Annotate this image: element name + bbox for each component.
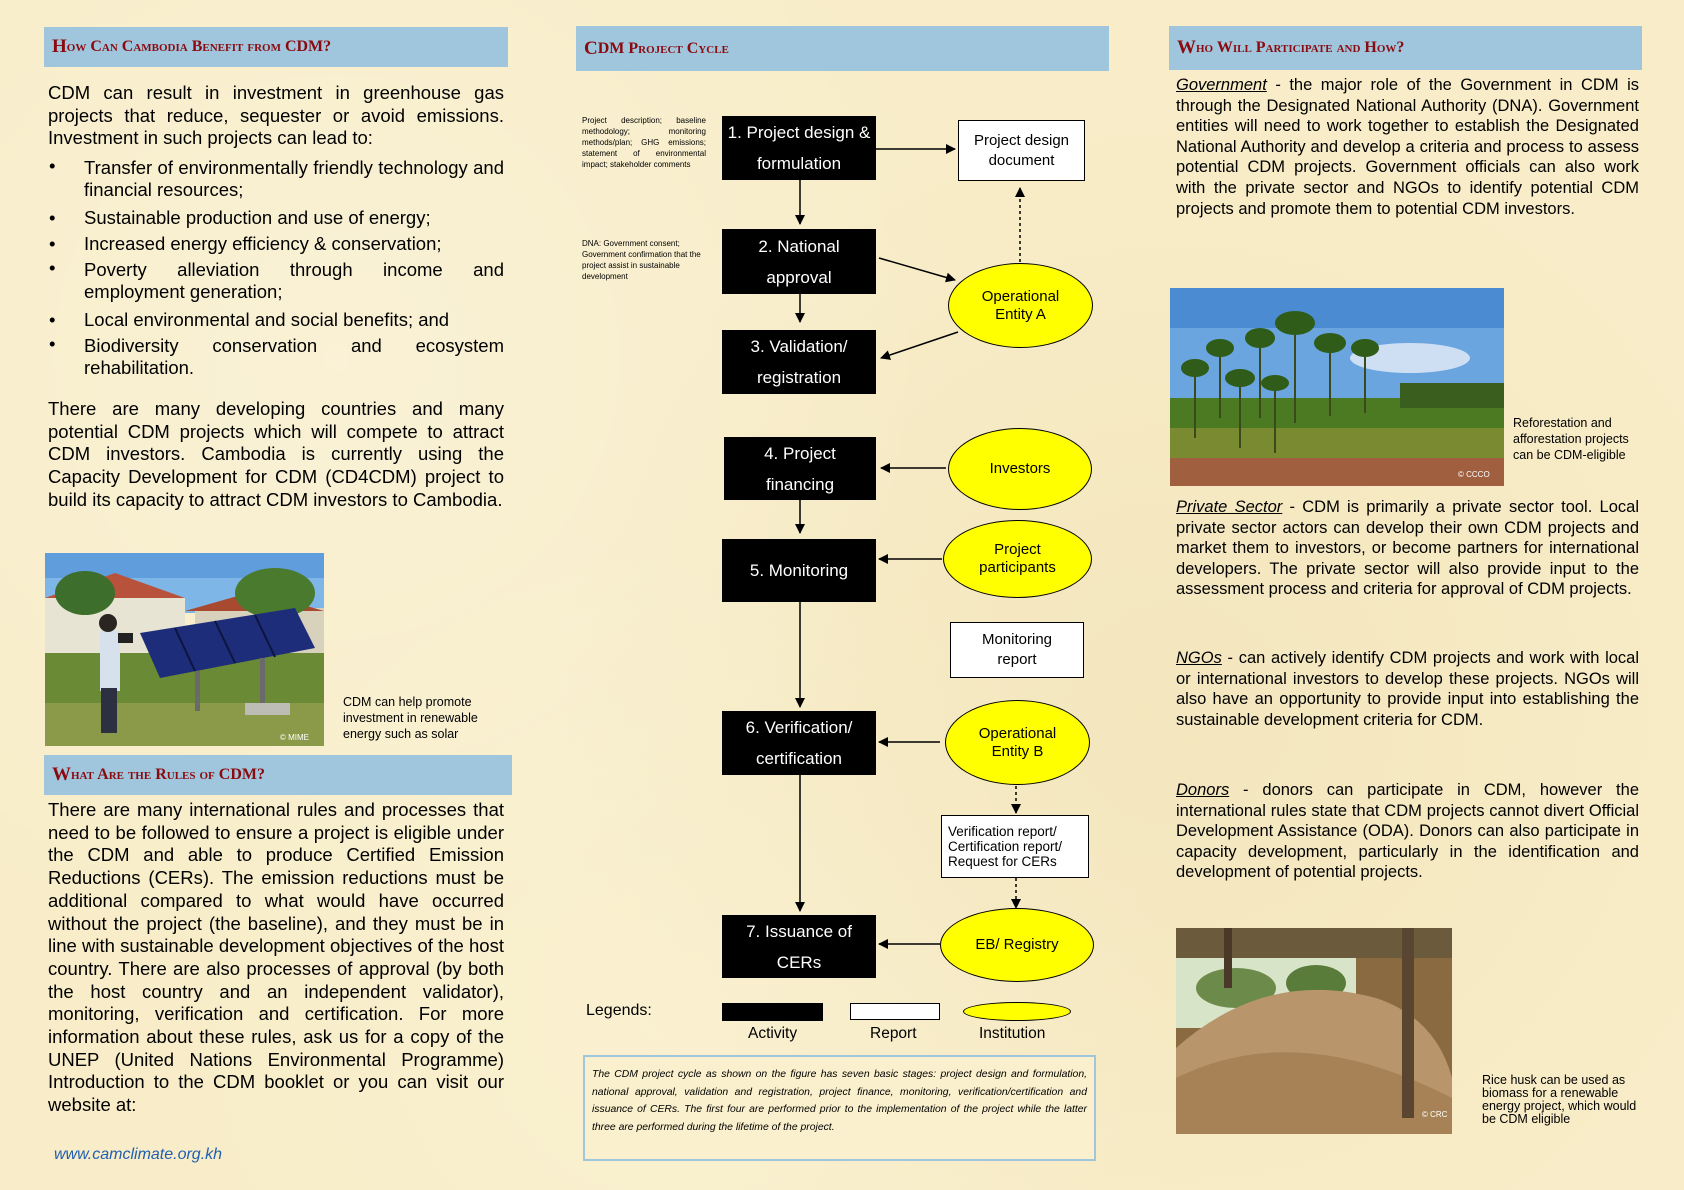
participate-header (1169, 26, 1642, 70)
activity-project-design: 1. Project design & formulation (722, 116, 876, 180)
report-verification: Verification report/ Certification report/ Request for CERs (941, 815, 1089, 878)
cycle-summary: The CDM project cycle as shown on the figure has seven basic stages: project design and formulation, national approval, validation and registration, project finance, monitoring, verification/certification and issuance of CERs. The first four are performed prior to the implementation of the project while the latter three are performed during the lifetime of the project. (583, 1055, 1096, 1161)
forest-caption: Reforestation and afforestation projects can be CDM-eligible (1513, 416, 1629, 462)
benefit-item: • Biodiversity conservation and ecosystem rehabilitation. (47, 333, 504, 383)
activity-verification: 6. Verification/ certification (722, 711, 876, 775)
approval-note: DNA: Government consent; Government confirmation that the project assist in sustainable development (582, 239, 701, 281)
private-sector-label: Private Sector (1176, 498, 1283, 516)
benefit-closing-text: There are many developing countries and many potential CDM projects which will compete to attract CDM investors. Cambodia is currently using the Capacity Development for CDM (CD4CDM) project to build its capacity to attract CDM investors to Cambodia. (48, 398, 504, 510)
legend-title: Legends: (586, 1002, 652, 1019)
design-note: Project description; baseline methodology; monitoring methods/plan; GHG emissions; statement of environmental impact; stakeholder comments (582, 116, 706, 169)
report-project-design-document: Project design document (958, 120, 1085, 181)
participate-header-initial: W (1177, 37, 1196, 58)
activity-monitoring: 5. Monitoring (722, 539, 876, 602)
donors-label: Donors (1176, 781, 1230, 799)
institution-operational-entity-a: Operational Entity A (948, 263, 1093, 348)
benefit-item: • Increased energy efficiency & conservation; (47, 231, 504, 257)
cycle-header-text: DM Project Cycle (597, 39, 729, 57)
rice-husk-photo (1176, 928, 1452, 1134)
solar-copyright: © MIME (280, 733, 310, 742)
benefit-item: • Transfer of environmentally friendly technology and financial resources; (47, 155, 504, 205)
government-paragraph (1176, 75, 1639, 219)
government-label: Government (1176, 76, 1267, 94)
forest-photo (1170, 288, 1504, 486)
rules-header-text: hat Are the Rules of CDM? (71, 766, 265, 783)
legend-institution-label: Institution (979, 1025, 1046, 1042)
participate-header-text: ho Will Participate and How? (1196, 39, 1405, 56)
activity-validation: 3. Validation/ registration (722, 330, 876, 394)
activity-national-approval: 2. National approval (722, 229, 876, 294)
report-monitoring: Monitoring report (950, 622, 1084, 678)
benefit-item: • Local environmental and social benefits; and (47, 307, 504, 333)
ngo-paragraph (1176, 648, 1639, 730)
private-sector-paragraph (1176, 497, 1639, 600)
institution-project-participants: Project participants (943, 520, 1092, 598)
donors-paragraph (1176, 780, 1639, 883)
benefit-header-text: ow Can Cambodia Benefit from CDM? (66, 38, 332, 55)
institution-investors: Investors (948, 428, 1092, 510)
legend-activity-swatch (722, 1003, 823, 1021)
legend-report-label: Report (870, 1025, 917, 1042)
benefit-intro-text: CDM can result in investment in greenhouse gas projects that reduce, sequester or avoid emissions. Investment in such projects can lead to: (48, 82, 504, 149)
institution-operational-entity-b: Operational Entity B (945, 700, 1090, 785)
ngo-label: NGOs (1176, 649, 1222, 667)
rice-husk-caption: Rice husk can be used as biomass for a renewable energy project, which would be CDM eligible (1482, 1073, 1637, 1126)
rules-header-initial: W (52, 764, 71, 785)
benefit-item: • Sustainable production and use of energy; (47, 205, 504, 231)
solar-caption: CDM can help promote investment in renewable energy such as solar (343, 695, 478, 741)
private-sector-text: - CDM is primarily a private sector tool. Local private sector actors can develop their own CDM projects and market them to investors, or become partners for international developers. The private sector will also provide input to the assessment process and criteria for approval of CDM projects. (1176, 498, 1639, 599)
government-text: - the major role of the Government in CDM is through the Designated National Authority (DNA). Government entities will need to work together to establish the Designated National Authority and develop a criteria and process to assess potential CDM projects. Government officials can also work with the private sector and NGOs to identify potential CDM projects and promote them to potential CDM investors. (1176, 76, 1639, 218)
rules-text-body: There are many international rules and processes that need to be followed to ensure a project is eligible under the CDM and able to produce Certified Emission Reductions (CERs). The emission reductions must be additional compared to what would have occurred without the project (the baseline), and they must be in line with sustainable development objectives of the host country. There are also processes of approval (by both the host country and an independent validator), monitoring, verification and certification. For more information about these rules, ask us for a copy of the UNEP (United Nations Environmental Programme) Introduction to the CDM booklet or you can visit our website at: (48, 799, 504, 1116)
cycle-header-initial: C (584, 37, 598, 59)
legend-activity-label: Activity (748, 1025, 798, 1042)
donors-text: - donors can participate in CDM, however the international rules state that CDM projects cannot divert Official Development Assistance (ODA). Donors can also participate in capacity development, particularly in the identification and development of potential projects. (1176, 781, 1639, 882)
legend-report-swatch (850, 1003, 940, 1020)
legend-institution-swatch (963, 1002, 1071, 1021)
activity-project-financing: 4. Project financing (724, 437, 876, 500)
benefit-header-initial: H (52, 36, 67, 57)
ngo-text: - can actively identify CDM projects and work with local or international investors to develop these projects. NGOs will also have an opportunity to provide input into establishing the sustainable development criteria for CDM. (1176, 649, 1639, 729)
activity-issuance: 7. Issuance of CERs (722, 915, 876, 978)
institution-eb-registry: EB/ Registry (940, 908, 1094, 982)
forest-copyright: © CCCO (1458, 470, 1490, 479)
rice-copyright: © CRC (1422, 1110, 1448, 1119)
website-link[interactable]: www.camclimate.org.kh (54, 1146, 223, 1163)
benefit-item: • Poverty alleviation through income and employment generation; (47, 257, 504, 307)
